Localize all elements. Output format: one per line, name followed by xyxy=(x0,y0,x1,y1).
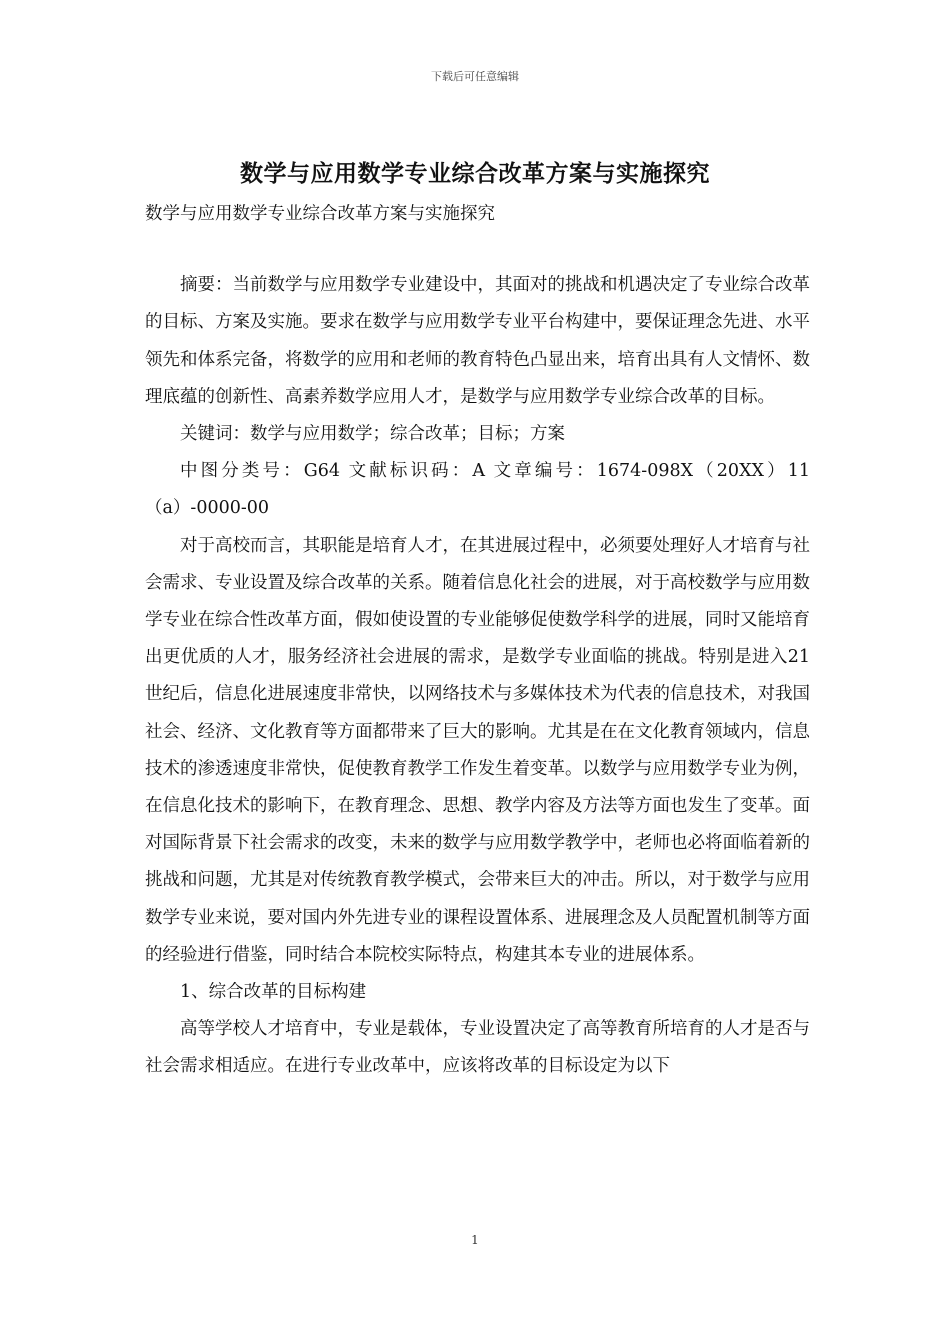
spacer xyxy=(145,233,810,267)
section-heading-1: 1、综合改革的目标构建 xyxy=(180,982,367,1003)
keywords-line: 关键词：数学与应用数学；综合改革；目标；方案 xyxy=(180,424,565,445)
body-paragraph-2: 高等学校人才培育中，专业是载体，专业设置决定了高等教育所培育的人才是否与社会需求相适应。在进行专业改革中，应该将改革的目标设定为以下 xyxy=(145,1019,810,1077)
body-paragraph-1: 对于高校而言，其职能是培育人才，在其进展过程中，必须要处理好人才培育与社会需求、专业设置及综合改革的关系。随着信息化社会的进展，对于高校数学与应用数学专业在综合性改革方面，假如使设置的专业能够促使数学科学的进展，同时又能培育出更优质的人才，服务经济社会进展的需求，是数学专业面临的挑战。特别是进入21世纪后，信息化进展速度非常快，以网络技术与多媒体技术为代表的信息技术，对我国社会、经济、文化教育等方面都带来了巨大的影响。尤其是在在文化教育领域内，信息技术的渗透速度非常快，促使教育教学工作发生着变革。以数学与应用数学专业为例，在信息化技术的影响下，在教育理念、思想、教学内容及方法等方面也发生了变革。面对国际背景下社会需求的改变，未来的数学与应用数学教学中，老师也必将面临着新的挑战和问题，尤其是对传统教育教学模式，会带来巨大的冲击。所以，对于数学与应用数学专业来说，要对国内外先进专业的课程设置体系、进展理念及人员配置机制等方面的经验进行借鉴，同时结合本院校实际特点，构建其本专业的进展体系。 xyxy=(145,535,810,965)
document-subtitle: 数学与应用数学专业综合改革方案与实施探究 xyxy=(145,204,495,224)
document-body xyxy=(145,196,810,1086)
header-note: 下载后可任意编辑 xyxy=(431,70,519,83)
classification-line: 中图分类号：G64 文献标识码：A 文章编号：1674-098X（20XX）11（a）-0000-00 xyxy=(145,461,810,519)
document-title: 数学与应用数学专业综合改革方案与实施探究 xyxy=(240,160,710,187)
page-number: 1 xyxy=(471,1233,479,1247)
abstract-paragraph: 摘要：当前数学与应用数学专业建设中，其面对的挑战和机遇决定了专业综合改革的目标、方案及实施。要求在数学与应用数学专业平台构建中，要保证理念先进、水平领先和体系完备，将数学的应用和老师的教育特色凸显出来，培育出具有人文情怀、数理底蕴的创新性、高素养数学应用人才，是数学与应用数学专业综合改革的目标。 xyxy=(145,275,810,407)
